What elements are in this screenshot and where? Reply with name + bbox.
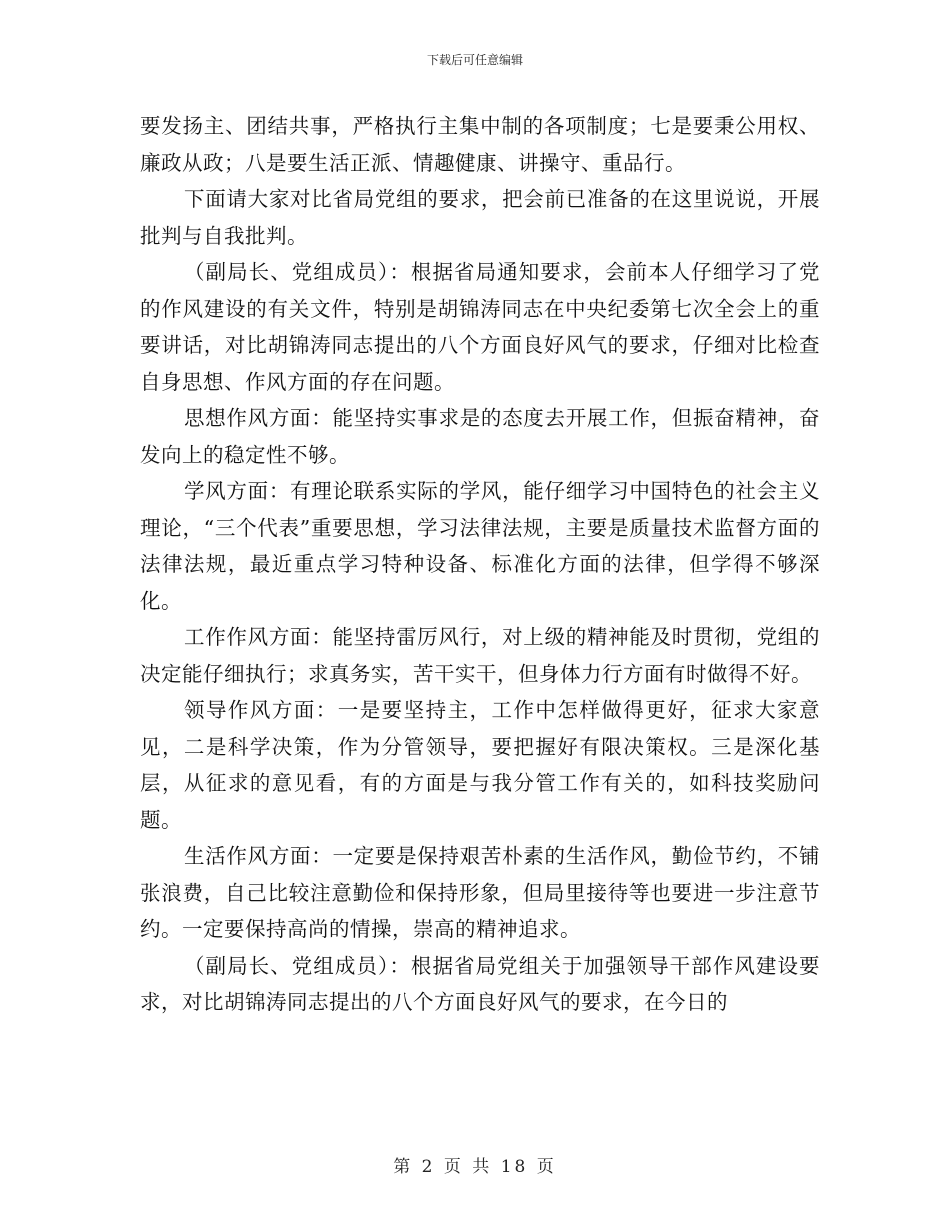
- paragraph-8: 生活作风方面：一定要是保持艰苦朴素的生活作风，勤俭节约，不铺张浪费，自己比较注意勤俭和保持形象，但局里接待等也要进一步注意节约。一定要保持高尚的情操，崇高的精神追求。: [140, 844, 820, 941]
- paragraph-2: 下面请大家对比省局党组的要求，把会前已准备的在这里说说，开展批判与自我批判。: [140, 187, 820, 248]
- paragraph-3: （副局长、党组成员）：根据省局通知要求，会前本人仔细学习了党的作风建设的有关文件，特别是胡锦涛同志在中央纪委第七次全会上的重要讲话，对比胡锦涛同志提出的八个方面良好风气的要求，仔细对比检查自身思想、作风方面的存在问题。: [140, 260, 820, 394]
- page-number: 第 2 页 共 18 页: [393, 1157, 557, 1177]
- paragraph-9: （副局长、党组成员）：根据省局党组关于加强领导干部作风建设要求，对比胡锦涛同志提出的八个方面良好风气的要求，在今日的: [140, 953, 820, 1014]
- document-body: [140, 108, 820, 1021]
- paragraph-4: 思想作风方面：能坚持实事求是的态度去开展工作，但振奋精神，奋发向上的稳定性不够。: [140, 406, 820, 467]
- paragraph-7: 领导作风方面：一是要坚持主，工作中怎样做得更好，征求大家意见，二是科学决策，作为分管领导，要把握好有限决策权。三是深化基层，从征求的意见看，有的方面是与我分管工作有关的，如科技奖励问题。: [140, 698, 820, 832]
- page-header-note: 下载后可任意编辑: [426, 53, 523, 67]
- paragraph-1: 要发扬主、团结共事，严格执行主集中制的各项制度；七是要秉公用权、廉政从政；八是要生活正派、情趣健康、讲操守、重品行。: [140, 114, 820, 175]
- paragraph-6: 工作作风方面：能坚持雷厉风行，对上级的精神能及时贯彻，党组的决定能仔细执行；求真务实，苦干实干，但身体力行方面有时做得不好。: [140, 625, 820, 686]
- paragraph-5: 学风方面：有理论联系实际的学风，能仔细学习中国特色的社会主义理论，“三个代表”重要思想，学习法律法规，主要是质量技术监督方面的法律法规，最近重点学习特种设备、标准化方面的法律，但学得不够深化。: [140, 479, 820, 613]
